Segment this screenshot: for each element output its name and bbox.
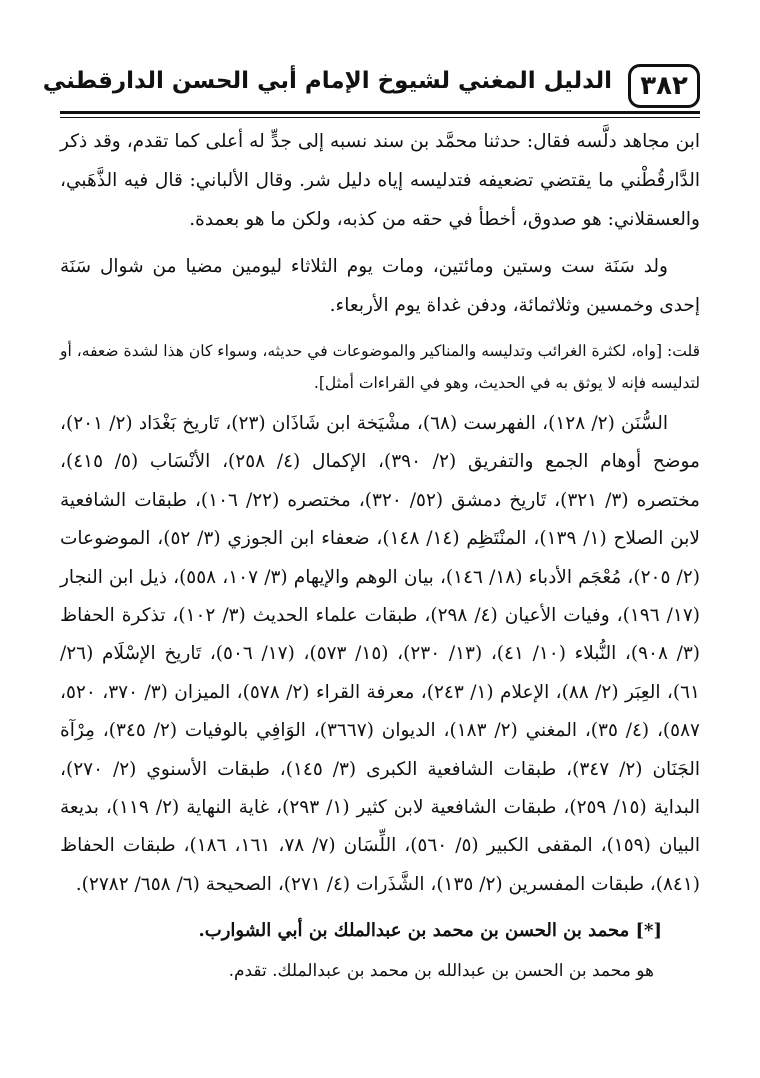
references-paragraph: السُّنَن (٢/ ١٢٨)، الفهرست (٦٨)، مشْيَخة ابن شَاذَان (٢٣)، تَاريخ بَغْدَاد (٢/ ٢٠١)، موضح أوهام الجمع والتفريق (٢/ ٣٩٠)، الإكمال (٤/ ٢٥٨)، الأنْسَاب (٥/ ٤١٥)، مختصره (٣/ ٣٢١)، تَاريخ دمشق (٥٢/ ٣٢٠)، مختصره (٢٢/ ١٠٦)، طبقات الشافعية لابن الصلاح (١/ ١٣٩)، المنْتَظِم (١٤/ ١٤٨)، ضعفاء ابن الجوزي (٣/ ٥٢)، الموضوعات (٢/ ٢٠٥)، مُعْجَم الأدباء (١٨/ ١٤٦)، بيان الوهم والإيهام (٣/ ١٠٧، ٥٥٨)، ذيل ابن النجار (١٧/ ١٩٦)، وفيات الأعيان (٤/ ٢٩٨)، طبقات علماء الحديث (٣/ ١٠٢)، تذكرة الحفاظ (٣/ ٩٠٨)، النُّبلاء (١٠/ ٤١)، (١٣/ ٢٣٠)، (١٥/ ٥٧٣)، (١٧/ ٥٠٦)، تَاريخ الإسْلَام (٢٦/ ٦١)، العِبَر (٢/ ٨٨)، الإعلام (١/ ٢٤٣)، معرفة القراء (٢/ ٥٧٨)، الميزان (٣/ ٣٧٠، ٥٢٠، ٥٨٧)، (٤/ ٣٥)، المغني (٢/ ١٨٣)، الديوان (٣٦٦٧)، الوَافِي بالوفيات (٢/ ٣٤٥)، مِرْآة الجَنَان (٢/ ٣٤٧)، طبقات الشافعية الكبرى (٣/ ١٤٥)، طبقات الأسنوي (٢/ ٢٧٠)، البداية (١٥/ ٢٥٩)، طبقات الشافعية لابن كثير (١/ ٢٩٣)، غاية النهاية (٢/ ١١٩)، بديعة البيان (١٥٩)، المقفى الكبير (٥/ ٥٦٠)، اللِّسَان (٧/ ٧٨، ١٦١، ١٨٦)، طبقات الحفاظ (٨٤١)، طبقات المفسرين (٢/ ١٣٥)، الشَّذَرات (٤/ ٢٧١)، الصحيحة (٦/ ٦٥٨/ ٢٧٨٢). [60, 413, 701, 895]
page-body [60, 122, 700, 990]
paragraph-continuation: ابن مجاهد دلَّسه فقال: حدثنا محمَّد بن سند نسبه إلى جدٍّ له أعلى كما تقدم، وقد ذكر الدَّارقُطْني ما يقتضي تضعيفه فتدليسه إياه دليل شر. وقال الألباني: قال فيه الذَّهَبي، والعسقلاني: هو صدوق، أخطأ في حقه من كذبه، ولكن ما هو بعمدة. [60, 131, 700, 230]
page-header [42, 60, 700, 116]
header-rule-thick [60, 111, 700, 114]
author-note: قلت: [واه، لكثرة الغرائب وتدليسه والمناكير والموضوعات في حديثه، وسواء كان هذا لشدة ضعفه، أو لتدليسه فإنه لا يوثق به في الحديث، وهو في القراءات أمثل]. [60, 342, 700, 392]
running-title: الدليل المغني لشيوخ الإمام أبي الحسن الدارقطني [42, 68, 612, 94]
entry-cross-reference: هو محمد بن الحسن بن عبدالله بن محمد بن عبدالملك. تقدم. [228, 961, 654, 982]
header-rule-thin [60, 117, 700, 118]
paragraph-birth-death: ولد سَنَة ست وستين ومائتين، ومات يوم الثلاثاء ليومين مضيا من شوال سَنَة إحدى وخمسين وثلاثمائة، ودفن غداة يوم الأربعاء. [60, 256, 700, 316]
page-number: ٣٨٢ [628, 64, 700, 108]
entry-heading: [*] محمد بن الحسن بن محمد بن عبدالملك بن أبي الشوارب. [198, 920, 662, 942]
